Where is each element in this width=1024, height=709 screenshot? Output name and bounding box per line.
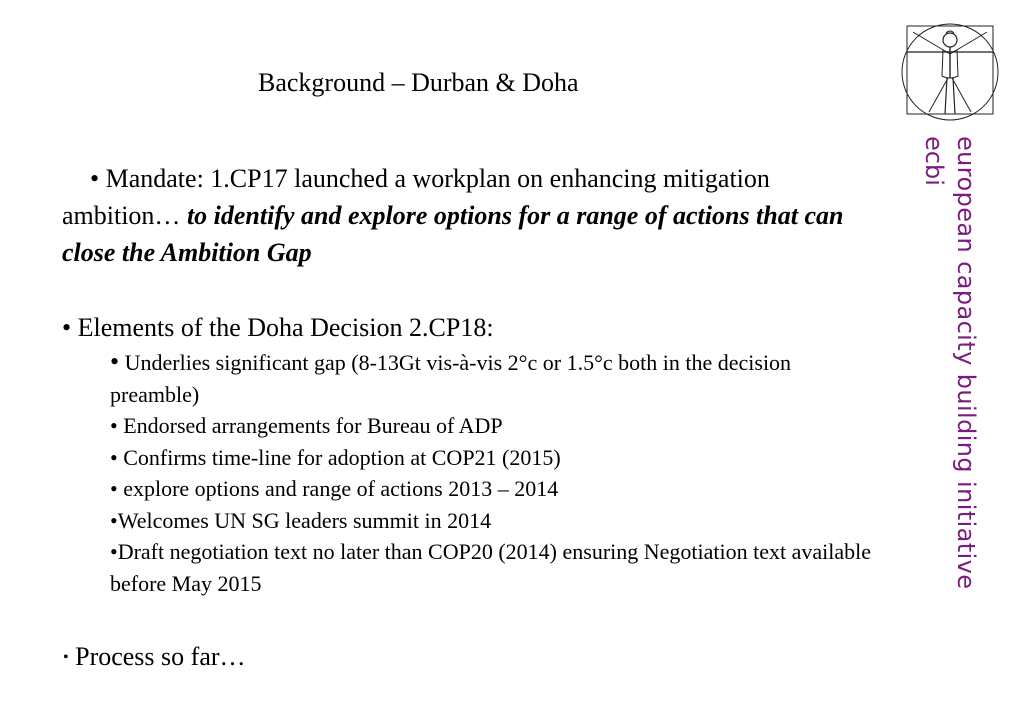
list-item-text: Draft negotiation text no later than COP20 (2014) ensuring Negotiation text available before May 2015 [110, 539, 872, 596]
process-text: Process so far… [68, 642, 246, 671]
list-item-text: Endorsed arrangements for Bureau of ADP [117, 413, 503, 438]
list-item [110, 473, 880, 505]
list-item-text: explore options and range of actions 2013 – 2014 [117, 476, 559, 501]
list-item [110, 410, 880, 442]
bullet: • [63, 649, 69, 666]
list-item-text: Confirms time-line for adoption at COP21 (2015) [117, 444, 561, 470]
list-item [110, 346, 880, 410]
bullet: • [110, 347, 120, 376]
bullet: • [62, 313, 72, 342]
elements-list [110, 346, 880, 599]
list-item-text: Underlies significant gap (8-13Gt vis-à-vis 2°c or 1.5°c both in the decision preamble) [110, 350, 792, 407]
elements-heading-text: Elements of the Doha Decision 2.CP18: [71, 313, 494, 342]
slide-body [62, 160, 872, 599]
list-item [110, 505, 880, 537]
bullet: • [110, 476, 118, 501]
brand-acronym: ecbi [920, 136, 948, 186]
slide-title: Background – Durban & Doha [258, 68, 579, 97]
brand-name: european capacity building initiative [952, 136, 980, 590]
list-item-text: Welcomes UN SG leaders summit in 2014 [117, 507, 492, 533]
mandate-paragraph [62, 160, 852, 271]
list-item [110, 536, 880, 599]
list-item [110, 442, 880, 474]
mandate-emphasis: to identify and explore options for a range of actions that can close the Ambition Gap [62, 201, 844, 267]
bullet: • [90, 164, 100, 193]
mandate-lead: Mandate: 1.CP17 launched a workplan on enhancing mitigation ambition… [62, 164, 770, 230]
vitruvian-man-icon [899, 18, 1001, 122]
brand-vertical-text [918, 136, 982, 589]
bullet: • [110, 539, 118, 564]
bullet: • [110, 413, 118, 438]
elements-heading [62, 309, 852, 346]
process-line [63, 642, 246, 672]
bullet: • [110, 444, 118, 470]
bullet: • [110, 507, 118, 533]
